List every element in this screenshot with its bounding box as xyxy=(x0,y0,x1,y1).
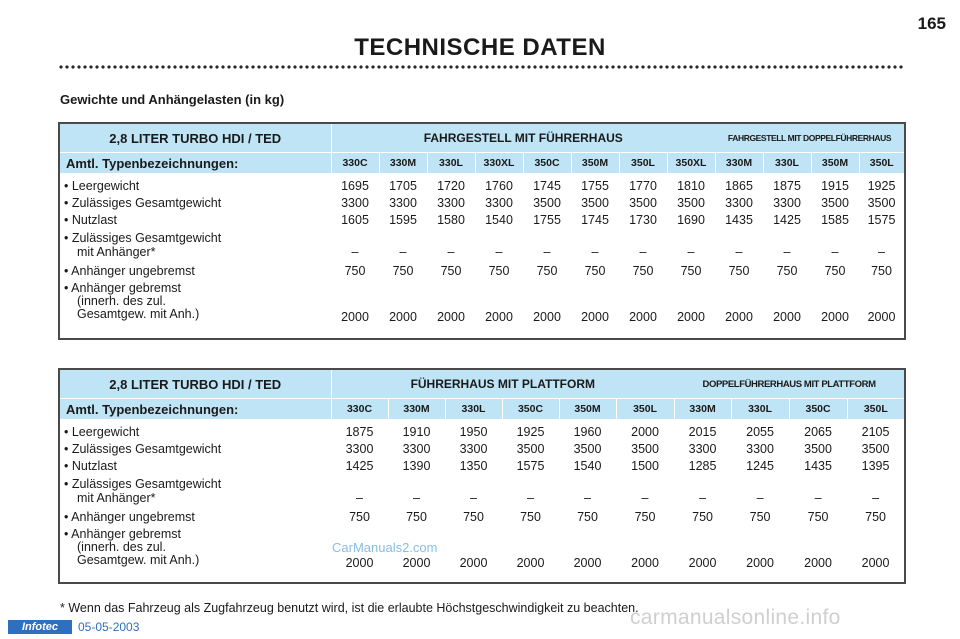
type-designation-label: Amtl. Typenbezeichnungen: xyxy=(59,153,331,174)
cell-value: 2015 xyxy=(688,425,717,439)
row-label-line: mit Anhänger* xyxy=(77,491,156,505)
cell-value: 3500 xyxy=(867,196,896,210)
cell-value: 1745 xyxy=(533,179,561,193)
value-column xyxy=(731,419,789,583)
model-row xyxy=(59,153,905,174)
value-column xyxy=(571,173,619,339)
cell-value: 2000 xyxy=(631,556,659,570)
cell-value: 2000 xyxy=(402,556,431,570)
value-column xyxy=(475,173,523,339)
cell-value: 1865 xyxy=(725,179,753,193)
table-body xyxy=(59,419,905,583)
cell-value: 2000 xyxy=(773,310,801,324)
model-code: 330M xyxy=(388,399,445,420)
value-column xyxy=(379,173,427,339)
cell-value: 1755 xyxy=(581,179,609,193)
value-column xyxy=(674,419,731,583)
table-header-row xyxy=(59,123,905,153)
row-label: • Anhänger ungebremst xyxy=(64,510,195,524)
cell-value: 750 xyxy=(807,510,829,524)
model-code: 350M xyxy=(559,399,616,420)
row-label-line: mit Anhänger* xyxy=(77,245,156,259)
row-label: • Zulässiges Gesamtgewicht xyxy=(64,196,222,210)
model-code: 350XL xyxy=(667,153,715,174)
cell-value: 2000 xyxy=(581,310,609,324)
row-label-line: (innerh. des zul. xyxy=(77,540,166,554)
model-code: 330M xyxy=(715,153,763,174)
group-header-chassis-double-cab: FAHRGESTELL MIT DOPPELFÜHRERHAUS xyxy=(715,123,905,153)
row-label xyxy=(64,475,331,509)
cell-value: 3500 xyxy=(629,196,657,210)
value-column xyxy=(445,419,502,583)
cell-value: 2055 xyxy=(746,425,774,439)
footnote: * Wenn das Fahrzeug als Zugfahrzeug benutzt wird, ist die erlaubte Höchstgeschwindigkeit zu beachten. xyxy=(60,601,639,615)
cell-value: – xyxy=(699,491,707,505)
cell-value: 1580 xyxy=(437,213,465,227)
cell-value: 1395 xyxy=(861,459,890,473)
model-code: 330C xyxy=(331,153,379,174)
model-code: 330L xyxy=(763,153,811,174)
cell-value: 2105 xyxy=(861,425,890,439)
cell-value: 1760 xyxy=(485,179,513,193)
cell-value: 1745 xyxy=(581,213,609,227)
row-label: • Leergewicht xyxy=(64,179,140,193)
row-label-line: Gesamtgew. mit Anh.) xyxy=(77,553,200,567)
cell-value: – xyxy=(413,491,420,505)
value-column xyxy=(715,173,763,339)
cell-value: 3300 xyxy=(485,196,513,210)
cell-value: 1695 xyxy=(341,179,369,193)
cell-value: 3500 xyxy=(581,196,609,210)
cell-value: 3500 xyxy=(861,442,890,456)
row-label: • Zulässiges Gesamtgewicht xyxy=(64,442,222,456)
cell-value: 750 xyxy=(749,510,771,524)
value-column xyxy=(859,173,905,339)
cell-value: 1575 xyxy=(516,459,545,473)
cell-value: 2000 xyxy=(688,556,717,570)
cell-value: 3500 xyxy=(631,442,659,456)
cell-value: – xyxy=(495,245,503,259)
cell-value: – xyxy=(641,491,649,505)
type-designation-label: Amtl. Typenbezeichnungen: xyxy=(59,399,331,420)
cell-value: 750 xyxy=(440,264,462,278)
cell-value: 2000 xyxy=(345,556,374,570)
value-column xyxy=(523,173,571,339)
cell-value: 3300 xyxy=(459,442,488,456)
page-title: TECHNISCHE DATEN xyxy=(354,34,606,61)
cell-value: 3300 xyxy=(389,196,417,210)
value-column xyxy=(331,173,379,339)
model-row xyxy=(59,399,905,420)
cell-value: 3300 xyxy=(773,196,801,210)
cell-value: – xyxy=(783,245,791,259)
cell-value: 2000 xyxy=(437,310,465,324)
cell-value: – xyxy=(756,491,764,505)
row-label-line: • Zulässiges Gesamtgewicht xyxy=(64,477,222,491)
cell-value: 1585 xyxy=(821,213,849,227)
dotted-divider xyxy=(58,64,904,70)
cell-value: 750 xyxy=(520,510,541,524)
engine-header: 2,8 LITER TURBO HDI / TED xyxy=(59,369,331,399)
value-column xyxy=(331,419,388,583)
cell-value: 2000 xyxy=(389,310,417,324)
cell-value: – xyxy=(872,491,880,505)
row-label xyxy=(64,229,331,263)
cell-value: 3500 xyxy=(573,442,602,456)
model-code: 330C xyxy=(331,399,388,420)
cell-value: 3300 xyxy=(437,196,465,210)
row-label-line: Gesamtgew. mit Anh.) xyxy=(77,307,200,321)
cell-value: – xyxy=(639,245,647,259)
model-code: 350L xyxy=(847,399,905,420)
table-body xyxy=(59,173,905,339)
value-column xyxy=(667,173,715,339)
group-header-chassis-cab: FAHRGESTELL MIT FÜHRERHAUS xyxy=(331,123,715,153)
cell-value: 3300 xyxy=(345,442,374,456)
cell-value: 3500 xyxy=(516,442,545,456)
cell-value: 2000 xyxy=(533,310,561,324)
row-label: • Leergewicht xyxy=(64,425,140,439)
cell-value: 750 xyxy=(349,510,370,524)
cell-value: 1575 xyxy=(867,213,896,227)
group-header-double-cab-platform: DOPPELFÜHRERHAUS MIT PLATTFORM xyxy=(674,369,905,399)
cell-value: 1910 xyxy=(402,425,431,439)
cell-value: – xyxy=(878,245,885,259)
cell-value: 1425 xyxy=(773,213,801,227)
cell-value: 1285 xyxy=(688,459,717,473)
watermark: CarManuals2.com xyxy=(332,540,438,555)
cell-value: 750 xyxy=(584,264,606,278)
table-header-row xyxy=(59,369,905,399)
value-column xyxy=(559,419,616,583)
cell-value: 1730 xyxy=(629,213,657,227)
cell-value: – xyxy=(814,491,822,505)
cell-value: 1915 xyxy=(821,179,849,193)
row-label-line: (innerh. des zul. xyxy=(77,294,166,308)
footer-date: 05-05-2003 xyxy=(78,620,140,634)
cell-value: 3300 xyxy=(402,442,431,456)
cell-value: 750 xyxy=(865,510,886,524)
cell-value: 2000 xyxy=(629,310,657,324)
cell-value: – xyxy=(447,245,455,259)
cell-value: – xyxy=(527,491,534,505)
cell-value: 2000 xyxy=(485,310,513,324)
group-header-cab-platform: FÜHRERHAUS MIT PLATTFORM xyxy=(331,369,674,399)
cell-value: – xyxy=(470,491,477,505)
cell-value: 1875 xyxy=(773,179,801,193)
cell-value: 3300 xyxy=(725,196,753,210)
cell-value: 2000 xyxy=(459,556,488,570)
cell-value: 1435 xyxy=(804,459,832,473)
cell-value: 750 xyxy=(577,510,598,524)
infotec-logo: Infotec xyxy=(8,620,72,634)
cell-value: 1690 xyxy=(677,213,705,227)
cell-value: – xyxy=(687,245,695,259)
cell-value: 1770 xyxy=(629,179,657,193)
cell-value: 1595 xyxy=(389,213,417,227)
value-column xyxy=(427,173,475,339)
cell-value: 1925 xyxy=(516,425,545,439)
engine-header: 2,8 LITER TURBO HDI / TED xyxy=(59,123,331,153)
row-label: • Nutzlast xyxy=(64,459,118,473)
weights-table-chassis-cab xyxy=(58,122,906,340)
cell-value: 3300 xyxy=(341,196,369,210)
model-code: 330XL xyxy=(475,153,523,174)
row-label-line: • Anhänger gebremst xyxy=(64,281,181,295)
row-label xyxy=(64,280,331,328)
cell-value: – xyxy=(399,245,407,259)
cell-value: – xyxy=(543,245,551,259)
cell-value: 2000 xyxy=(341,310,369,324)
cell-value: 750 xyxy=(776,264,798,278)
cell-value: 2000 xyxy=(677,310,705,324)
row-label: • Nutzlast xyxy=(64,213,118,227)
model-code: 350C xyxy=(789,399,847,420)
cell-value: 1435 xyxy=(725,213,753,227)
cell-value: 750 xyxy=(871,264,892,278)
cell-value: 1705 xyxy=(389,179,417,193)
cell-value: 1875 xyxy=(345,425,374,439)
cell-value: 3500 xyxy=(533,196,561,210)
cell-value: 2000 xyxy=(631,425,659,439)
cell-value: 2000 xyxy=(516,556,545,570)
cell-value: 1810 xyxy=(677,179,705,193)
value-column xyxy=(763,173,811,339)
cell-value: – xyxy=(351,245,359,259)
value-column xyxy=(847,419,905,583)
row-labels xyxy=(59,173,331,339)
cell-value: 750 xyxy=(632,264,654,278)
cell-value: 750 xyxy=(680,264,702,278)
cell-value: 1350 xyxy=(459,459,488,473)
model-code: 350L xyxy=(616,399,674,420)
model-code: 350L xyxy=(619,153,667,174)
cell-value: 750 xyxy=(824,264,846,278)
model-code: 330M xyxy=(379,153,427,174)
cell-value: 1540 xyxy=(485,213,513,227)
cell-value: 750 xyxy=(692,510,713,524)
cell-value: 1960 xyxy=(573,425,602,439)
model-code: 350C xyxy=(523,153,571,174)
row-labels xyxy=(59,419,331,583)
cell-value: 750 xyxy=(392,264,414,278)
cell-value: 3300 xyxy=(746,442,774,456)
cell-value: 2000 xyxy=(804,556,832,570)
value-column xyxy=(616,419,674,583)
cell-value: – xyxy=(584,491,591,505)
cell-value: 750 xyxy=(728,264,750,278)
cell-value: 1755 xyxy=(533,213,561,227)
model-code: 350L xyxy=(859,153,905,174)
cell-value: 2000 xyxy=(867,310,896,324)
value-column xyxy=(388,419,445,583)
cell-value: 3500 xyxy=(821,196,849,210)
model-code: 330L xyxy=(445,399,502,420)
cell-value: 1425 xyxy=(345,459,374,473)
cell-value: 2000 xyxy=(821,310,849,324)
cell-value: 1390 xyxy=(402,459,431,473)
cell-value: 750 xyxy=(344,264,366,278)
cell-value: 1950 xyxy=(459,425,488,439)
cell-value: 3500 xyxy=(804,442,832,456)
section-title: Gewichte und Anhängelasten (in kg) xyxy=(60,92,285,107)
cell-value: – xyxy=(831,245,839,259)
cell-value: 750 xyxy=(463,510,484,524)
cell-value: – xyxy=(356,491,363,505)
weights-table-cab-platform xyxy=(58,368,906,584)
cell-value: 3500 xyxy=(677,196,705,210)
model-code: 350C xyxy=(502,399,559,420)
cell-value: 1720 xyxy=(437,179,465,193)
row-label xyxy=(64,526,331,574)
value-column xyxy=(789,419,847,583)
cell-value: 750 xyxy=(536,264,558,278)
cell-value: 2065 xyxy=(804,425,832,439)
cell-value: 750 xyxy=(488,264,510,278)
model-code: 330L xyxy=(427,153,475,174)
cell-value: 750 xyxy=(634,510,656,524)
site-watermark: carmanualsonline.info xyxy=(630,606,841,629)
row-label: • Anhänger ungebremst xyxy=(64,264,195,278)
model-code: 330M xyxy=(674,399,731,420)
cell-value: – xyxy=(735,245,743,259)
cell-value: 2000 xyxy=(725,310,753,324)
model-code: 330L xyxy=(731,399,789,420)
cell-value: 3300 xyxy=(688,442,717,456)
model-code: 350M xyxy=(571,153,619,174)
cell-value: 1605 xyxy=(341,213,369,227)
model-code: 350M xyxy=(811,153,859,174)
cell-value: – xyxy=(591,245,599,259)
value-column xyxy=(619,173,667,339)
cell-value: 1245 xyxy=(746,459,774,473)
row-label-line: • Zulässiges Gesamtgewicht xyxy=(64,231,222,245)
cell-value: 750 xyxy=(406,510,427,524)
value-column xyxy=(502,419,559,583)
cell-value: 2000 xyxy=(861,556,890,570)
cell-value: 1925 xyxy=(867,179,896,193)
cell-value: 1540 xyxy=(573,459,602,473)
row-label-line: • Anhänger gebremst xyxy=(64,527,181,541)
cell-value: 2000 xyxy=(746,556,774,570)
page-number: 165 xyxy=(917,14,946,33)
cell-value: 1500 xyxy=(631,459,659,473)
value-column xyxy=(811,173,859,339)
cell-value: 2000 xyxy=(573,556,602,570)
